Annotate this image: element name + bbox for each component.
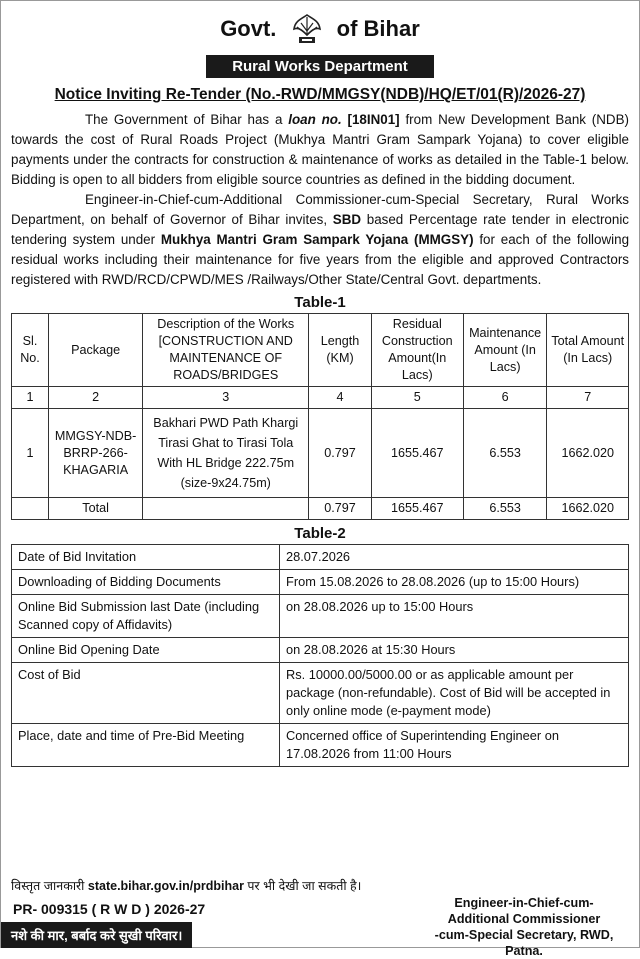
website-link[interactable]: state.bihar.gov.in/prdbihar: [87, 879, 244, 893]
total-amount: 1662.020: [547, 498, 629, 520]
col-number: 1: [12, 387, 49, 409]
row-label: Cost of Bid: [12, 663, 280, 724]
table-row: [12, 409, 629, 498]
scheme-name: Mukhya Mantri Gram Sampark Yojana (MMGSY): [160, 232, 474, 247]
table-row: [12, 545, 629, 570]
col-number: 4: [309, 387, 371, 409]
emblem-icon: [289, 11, 325, 47]
cell-sl: 1: [12, 409, 49, 498]
total-maintenance: 6.553: [463, 498, 547, 520]
row-value: Rs. 10000.00/5000.00 or as applicable amount per package (non-refundable). Cost of Bid will be accepted in only online mode (e-payment mode): [280, 663, 629, 724]
col-header: Length (KM): [309, 314, 371, 387]
paragraph-1: [11, 110, 629, 190]
hindi-text-a: विस्तृत जानकारी: [11, 879, 88, 893]
table-row: [12, 724, 629, 767]
row-value: Concerned office of Superintending Engineer on 17.08.2026 from 11:00 Hours: [280, 724, 629, 767]
row-label: Downloading of Bidding Documents: [12, 570, 280, 595]
pr-number: PR- 009315 ( R W D ) 2026-27: [13, 901, 206, 917]
para1-b: from New Development Bank (NDB) towards the cost of Rural Roads Project (Mukhya Mantri Gram Sampark Yojana) to cover eligible payments under the contracts for construction & maintenance of works as detailed in the Table-1 below. Bidding is open to all bidders from eligible source countries as defined in the bidding document.: [11, 112, 629, 187]
schedule-table: [11, 544, 629, 767]
total-residual: 1655.467: [371, 498, 463, 520]
hindi-text-b: पर भी देखी जा सकती है।: [243, 879, 362, 893]
col-number: 2: [49, 387, 143, 409]
para2-c: for each of the following residual works including their maintenance for five years from the eligible and approved Contractors registered with RWD/RCD/CPWD/MES /Railways/Other State/Central Govt. departments.: [11, 232, 630, 287]
col-header: Maintenance Amount (In Lacs): [463, 314, 547, 387]
row-label: Online Bid Submission last Date (including Scanned copy of Affidavits): [12, 595, 280, 638]
signatory: [419, 895, 629, 959]
para2-a: Engineer-in-Chief-cum-Additional Commissioner-cum-Special Secretary, Rural Works Department, on behalf of Governor of Bihar invites,: [11, 192, 629, 227]
table-row: [12, 663, 629, 724]
total-row: [12, 498, 629, 520]
row-value: 28.07.2026: [280, 545, 629, 570]
department-banner: Rural Works Department: [206, 55, 434, 78]
para1-a: The Government of Bihar has a: [85, 112, 289, 127]
table-header-row: [12, 314, 629, 387]
row-label: Date of Bid Invitation: [12, 545, 280, 570]
cell-maintenance: 6.553: [463, 409, 547, 498]
row-label: Online Bid Opening Date: [12, 638, 280, 663]
row-value: on 28.08.2026 up to 15:00 Hours: [280, 595, 629, 638]
col-number: 6: [463, 387, 547, 409]
of-bihar-text: of Bihar: [336, 16, 420, 41]
table-row: [12, 638, 629, 663]
col-number: 3: [143, 387, 309, 409]
paragraph-2: [11, 190, 629, 290]
intro-text: [11, 110, 629, 290]
sbd-text: SBD: [332, 212, 362, 227]
col-header: Total Amount (In Lacs): [547, 314, 629, 387]
table2-caption: Table-2: [294, 525, 346, 542]
total-label: Total: [49, 498, 143, 520]
para2-b: based Percentage rate tender in electronic tendering system under: [11, 212, 629, 247]
header: [1, 11, 639, 47]
cell-residual: 1655.467: [371, 409, 463, 498]
signatory-line-2: Additional Commissioner: [447, 912, 601, 926]
col-header: Package: [49, 314, 143, 387]
works-table: [11, 313, 629, 520]
col-header: Sl. No.: [12, 314, 49, 387]
slogan-banner: नशे की मार, बर्बाद करे सुखी परिवार।: [1, 922, 192, 948]
signatory-line-1: Engineer-in-Chief-cum-: [454, 896, 594, 910]
blank-cell: [143, 498, 309, 520]
col-header: Description of the Works [CONSTRUCTION AND MAINTENANCE OF ROADS/BRIDGES: [143, 314, 309, 387]
cell-total: 1662.020: [547, 409, 629, 498]
col-number: 5: [371, 387, 463, 409]
cell-package: MMGSY-NDB-BRRP-266-KHAGARIA: [49, 409, 143, 498]
row-value: on 28.08.2026 at 15:30 Hours: [280, 638, 629, 663]
signatory-line-3: -cum-Special Secretary, RWD, Patna.: [434, 928, 614, 958]
loan-no: [18IN01]: [341, 112, 400, 127]
col-header: Residual Construction Amount(In Lacs): [371, 314, 463, 387]
table-row: [12, 570, 629, 595]
table-row: [12, 595, 629, 638]
blank-cell: [12, 498, 49, 520]
table1-caption: Table-1: [294, 294, 346, 311]
more-info-line: [11, 877, 361, 894]
column-number-row: [12, 387, 629, 409]
cell-length: 0.797: [309, 409, 371, 498]
row-label: Place, date and time of Pre-Bid Meeting: [12, 724, 280, 767]
col-number: 7: [547, 387, 629, 409]
row-value: From 15.08.2026 to 28.08.2026 (up to 15:00 Hours): [280, 570, 629, 595]
loan-label: loan no.: [288, 112, 342, 127]
govt-text: Govt.: [220, 16, 277, 41]
cell-description: Bakhari PWD Path Khargi Tirasi Ghat to Tirasi Tola With HL Bridge 222.75m (size-9x24.75m): [143, 409, 309, 498]
notice-title: Notice Inviting Re-Tender (No.-RWD/MMGSY(NDB)/HQ/ET/01(R)/2026-27): [54, 86, 586, 103]
total-length: 0.797: [309, 498, 371, 520]
